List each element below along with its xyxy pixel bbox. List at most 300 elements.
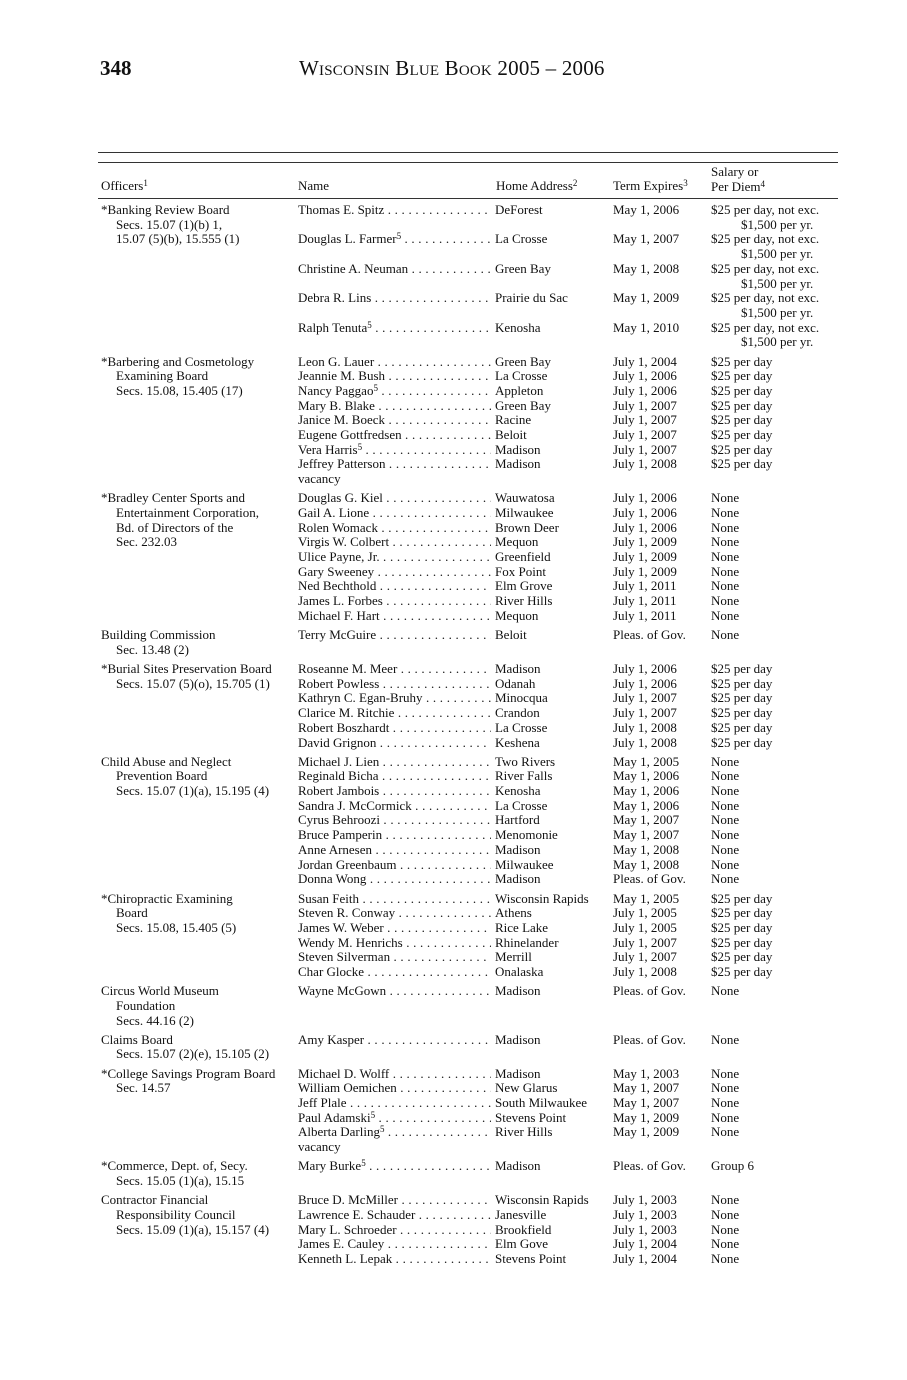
- member-name: [298, 872, 491, 887]
- salary: None: [711, 1236, 740, 1252]
- home-address: New Glarus: [495, 1080, 558, 1096]
- term-expires: July 1, 2009: [613, 549, 677, 565]
- term-expires: July 1, 2008: [613, 734, 677, 750]
- table-row: [0, 335, 907, 350]
- home-address: Madison: [495, 983, 541, 999]
- term-expires: July 1, 2009: [613, 563, 677, 579]
- table-row: [0, 813, 907, 828]
- term-expires: July 1, 2004: [613, 1236, 677, 1252]
- term-expires: July 1, 2004: [613, 353, 677, 369]
- member-name: [298, 662, 491, 677]
- member-name-text: Janice M. Boeck: [298, 413, 386, 428]
- salary: $25 per day: [711, 382, 773, 398]
- member-name-text: Wendy M. Henrichs: [298, 935, 403, 950]
- board-name: Secs. 15.07 (1)(a), 15.195 (4): [116, 783, 270, 799]
- member-name: [298, 984, 491, 999]
- table-row: [0, 677, 907, 692]
- term-expires: July 1, 2007: [613, 397, 677, 413]
- board-name: Contractor Financial: [101, 1192, 209, 1208]
- term-expires: July 1, 2009: [613, 534, 677, 550]
- home-address: La Crosse: [495, 719, 548, 735]
- board-name: *Bradley Center Sports and: [101, 490, 246, 506]
- table-row: [0, 1096, 907, 1111]
- member-name-text: Vera Harris: [298, 442, 358, 457]
- term-expires: July 1, 2007: [613, 690, 677, 706]
- table-row: [0, 662, 907, 677]
- term-expires: May 1, 2008: [613, 260, 680, 276]
- home-address: Elm Grove: [495, 578, 553, 594]
- table-row: [0, 1174, 907, 1189]
- home-address: River Falls: [495, 768, 553, 784]
- salary: $25 per day: [711, 934, 773, 950]
- term-expires: July 1, 2008: [613, 719, 677, 735]
- board-name: Board: [116, 905, 148, 921]
- table-row: [0, 355, 907, 370]
- term-expires: July 1, 2007: [613, 441, 677, 457]
- board-name: *Commerce, Dept. of, Secy.: [101, 1158, 248, 1174]
- member-name: [298, 1223, 491, 1238]
- term-expires: May 1, 2006: [613, 783, 680, 799]
- member-name: [298, 535, 491, 550]
- member-name: [298, 457, 491, 472]
- table-row: [0, 784, 907, 799]
- table-row: [0, 1140, 907, 1155]
- home-address: South Milwaukee: [495, 1095, 588, 1111]
- member-name-text: Robert Jambois: [298, 784, 380, 799]
- home-address: La Crosse: [495, 797, 548, 813]
- footnote-marker: 5: [379, 1125, 385, 1135]
- home-address: Madison: [495, 1065, 541, 1081]
- board-name: *Banking Review Board: [101, 202, 230, 217]
- table-row: [0, 1067, 907, 1082]
- member-name-text: David Grignon: [298, 735, 377, 750]
- member-name-text: Alberta Darling: [298, 1125, 380, 1140]
- term-expires: May 1, 2007: [613, 231, 680, 247]
- member-name: [298, 1081, 491, 1096]
- table-row: [0, 1252, 907, 1267]
- salary: None: [711, 1221, 740, 1237]
- term-expires: July 1, 2008: [613, 456, 677, 472]
- board-name: Secs. 15.07 (5)(o), 15.705 (1): [116, 675, 270, 691]
- table-row: [0, 950, 907, 965]
- table-row: [0, 936, 907, 951]
- board-name: Building Commission: [101, 627, 216, 643]
- member-name: [298, 1067, 491, 1082]
- member-name: [298, 736, 491, 751]
- member-name-text: Jeffrey Patterson: [298, 457, 386, 472]
- board-name: 15.07 (5)(b), 15.555 (1): [116, 231, 240, 247]
- column-header-home-address: Home Address$^2$: [496, 178, 578, 193]
- member-name-text: Robert Boszhardt: [298, 720, 390, 735]
- table-row: [0, 291, 907, 306]
- member-name: [298, 813, 491, 828]
- board-name: *Chiropractic Examining: [101, 890, 233, 906]
- term-expires: May 1, 2005: [613, 753, 680, 769]
- board-name: Sec. 14.57: [116, 1080, 171, 1096]
- footnote-marker: 5: [396, 232, 402, 242]
- member-name: [298, 1252, 491, 1267]
- member-name: [298, 472, 491, 487]
- member-name: [298, 1033, 491, 1048]
- home-address: Mequon: [495, 607, 539, 623]
- salary: None: [711, 490, 740, 506]
- member-name-text: Michael J. Lien: [298, 754, 380, 769]
- table-row: [0, 843, 907, 858]
- member-name-text: Bruce D. McMiller: [298, 1193, 399, 1208]
- salary: None: [711, 871, 740, 887]
- term-expires: July 1, 2006: [613, 382, 677, 398]
- member-name-text: Steven Silverman: [298, 950, 391, 965]
- table-row: [0, 506, 907, 521]
- member-name: [298, 579, 491, 594]
- board-name: Claims Board: [101, 1031, 173, 1047]
- term-expires: July 1, 2007: [613, 934, 677, 950]
- salary: $25 per day: [711, 905, 773, 921]
- term-expires: May 1, 2008: [613, 841, 680, 857]
- salary-limit: $1,500 per yr.: [741, 246, 814, 262]
- home-address: Appleton: [495, 382, 544, 398]
- member-name-text: Michael F. Hart: [298, 608, 380, 623]
- term-expires: July 1, 2005: [613, 905, 677, 921]
- member-name-text: Jeff Plale: [298, 1096, 347, 1111]
- term-expires: Pleas. of Gov.: [613, 627, 686, 643]
- table-row: [0, 1014, 907, 1029]
- home-address: Kenosha: [495, 783, 541, 799]
- member-name: [298, 369, 491, 384]
- term-expires: May 1, 2007: [613, 1095, 680, 1111]
- table-row: [0, 277, 907, 292]
- term-expires: July 1, 2004: [613, 1251, 677, 1267]
- member-name-text: Leon G. Lauer: [298, 354, 375, 369]
- column-header-rule: [98, 198, 838, 199]
- home-address: Wauwatosa: [495, 490, 555, 506]
- table-row: [0, 892, 907, 907]
- home-address: Madison: [495, 456, 541, 472]
- member-name-text: vacancy: [298, 1140, 341, 1155]
- salary: $25 per day: [711, 949, 773, 965]
- member-name-text: Ralph Tenuta: [298, 320, 368, 335]
- member-name-text: Bruce Pamperin: [298, 828, 383, 843]
- table-row: [0, 384, 907, 399]
- home-address: Greenfield: [495, 549, 551, 565]
- member-name-text: Susan Feith: [298, 891, 360, 906]
- table-row: [0, 1159, 907, 1174]
- salary: None: [711, 504, 740, 520]
- table-row: [0, 565, 907, 580]
- table-row: [0, 1193, 907, 1208]
- term-expires: Pleas. of Gov.: [613, 871, 686, 887]
- member-name-text: Ulice Payne, Jr.: [298, 550, 380, 565]
- member-name-text: Gary Sweeney: [298, 564, 375, 579]
- board-name: Secs. 15.07 (2)(e), 15.105 (2): [116, 1046, 270, 1062]
- table-row: [0, 1033, 907, 1048]
- member-name: [298, 609, 491, 624]
- table-row: [0, 550, 907, 565]
- term-expires: July 1, 2011: [613, 593, 677, 609]
- board-name: Prevention Board: [116, 768, 208, 784]
- member-name-text: Wayne McGown: [298, 984, 387, 999]
- member-name: [298, 1125, 491, 1140]
- salary: $25 per day: [711, 719, 773, 735]
- page-number: 348: [100, 56, 132, 80]
- table-row: [0, 1208, 907, 1223]
- home-address: Elm Gove: [495, 1236, 549, 1252]
- table-row: [0, 457, 907, 472]
- board-name: Secs. 15.09 (1)(a), 15.157 (4): [116, 1221, 270, 1237]
- term-expires: May 1, 2003: [613, 1065, 680, 1081]
- member-name-text: James L. Forbes: [298, 594, 383, 609]
- member-name-text: Ned Bechthold: [298, 579, 377, 594]
- member-name: [298, 232, 491, 247]
- member-name-text: Roseanne M. Meer: [298, 662, 398, 676]
- salary: None: [711, 578, 740, 594]
- salary: None: [711, 1192, 740, 1208]
- term-expires: May 1, 2007: [613, 1080, 680, 1096]
- board-name: Secs. 15.08, 15.405 (5): [116, 919, 237, 935]
- member-name-text: Paul Adamski: [298, 1110, 371, 1125]
- home-address: Fox Point: [495, 563, 546, 579]
- table-row: [0, 736, 907, 751]
- table-row: [0, 203, 907, 218]
- table-row: [0, 399, 907, 414]
- member-name-text: Mary B. Blake: [298, 398, 375, 413]
- home-address: Mequon: [495, 534, 539, 550]
- term-expires: May 1, 2007: [613, 812, 680, 828]
- member-name: [298, 1111, 491, 1126]
- member-name: [298, 1159, 491, 1174]
- member-name: [298, 628, 491, 643]
- term-expires: May 1, 2005: [613, 890, 680, 906]
- member-name: [298, 950, 491, 965]
- term-expires: July 1, 2006: [613, 490, 677, 506]
- term-expires: May 1, 2007: [613, 827, 680, 843]
- member-name-text: Mary Burke: [298, 1159, 362, 1174]
- term-expires: July 1, 2006: [613, 519, 677, 535]
- salary-limit: $1,500 per yr.: [741, 334, 814, 350]
- home-address: River Hills: [495, 1124, 553, 1140]
- home-address: Onalaska: [495, 964, 544, 979]
- member-name-text: Mary L. Schroeder: [298, 1222, 397, 1237]
- footnote-marker: 5: [373, 383, 378, 393]
- home-address: Stevens Point: [495, 1109, 567, 1125]
- member-name: [298, 965, 491, 980]
- table-row: [0, 965, 907, 980]
- salary: $25 per day: [711, 964, 773, 979]
- home-address: Minocqua: [495, 690, 548, 706]
- home-address: Beloit: [495, 627, 527, 643]
- salary: None: [711, 607, 740, 623]
- salary: None: [711, 519, 740, 535]
- table-row: [0, 218, 907, 233]
- home-address: Beloit: [495, 427, 527, 442]
- member-name-text: Reginald Bicha: [298, 769, 379, 784]
- table-row: [0, 321, 907, 336]
- home-address: Rhinelander: [495, 934, 559, 950]
- term-expires: July 1, 2011: [613, 578, 677, 594]
- table-row: [0, 828, 907, 843]
- table-row: [0, 1111, 907, 1126]
- member-name-text: Char Glocke: [298, 965, 365, 979]
- member-name-text: Jordan Greenbaum: [298, 857, 397, 872]
- member-name: [298, 384, 491, 399]
- term-expires: July 1, 2006: [613, 368, 677, 384]
- home-address: Green Bay: [495, 397, 551, 413]
- member-name-text: Amy Kasper: [298, 1032, 365, 1047]
- salary: $25 per day: [711, 705, 773, 721]
- table-row: [0, 521, 907, 536]
- member-name-text: vacancy: [298, 472, 341, 487]
- member-name: [298, 1193, 491, 1208]
- home-address: Two Rivers: [495, 753, 556, 769]
- member-name-text: James E. Cauley: [298, 1237, 385, 1252]
- table-row: [0, 443, 907, 458]
- table-row: [0, 721, 907, 736]
- table-row: [0, 579, 907, 594]
- home-address: Hartford: [495, 812, 540, 828]
- salary: $25 per day: [711, 368, 773, 384]
- member-name: [298, 1140, 491, 1155]
- member-name: [298, 858, 491, 873]
- member-name: [298, 677, 491, 692]
- salary: $25 per day: [711, 427, 773, 442]
- member-name-text: William Oemichen: [298, 1081, 397, 1096]
- term-expires: July 1, 2005: [613, 919, 677, 935]
- table-row: [0, 1081, 907, 1096]
- salary: $25 per day, not exc.: [711, 290, 820, 306]
- member-name-text: Robert Powless: [298, 676, 380, 691]
- salary-limit: $1,500 per yr.: [741, 216, 814, 232]
- home-address: Merrill: [495, 949, 532, 965]
- table-row: [0, 413, 907, 428]
- member-name: [298, 506, 491, 521]
- member-name: [298, 491, 491, 506]
- home-address: Wisconsin Rapids: [495, 1192, 589, 1208]
- table-row: [0, 535, 907, 550]
- table-row: [0, 369, 907, 384]
- member-name: [298, 921, 491, 936]
- board-name: Secs. 15.07 (1)(b) 1,: [116, 216, 223, 232]
- term-expires: July 1, 2008: [613, 964, 677, 979]
- term-expires: July 1, 2007: [613, 427, 677, 442]
- footnote-marker: 5: [357, 442, 363, 452]
- home-address: Odanah: [495, 675, 536, 691]
- member-name: [298, 291, 491, 306]
- salary: None: [711, 983, 740, 999]
- salary: None: [711, 1080, 740, 1096]
- table-row: [0, 594, 907, 609]
- salary: $25 per day: [711, 412, 773, 428]
- home-address: Madison: [495, 441, 541, 457]
- table-row: [0, 1223, 907, 1238]
- board-name: Sec. 13.48 (2): [116, 641, 189, 657]
- member-name-text: Steven R. Conway: [298, 906, 396, 921]
- salary: $25 per day: [711, 734, 773, 750]
- member-name: [298, 1208, 491, 1223]
- table-row: [0, 232, 907, 247]
- salary: None: [711, 1109, 740, 1125]
- table-row: [0, 799, 907, 814]
- term-expires: May 1, 2009: [613, 1124, 680, 1140]
- salary: $25 per day: [711, 690, 773, 706]
- member-name-text: Kenneth L. Lepak: [298, 1252, 393, 1267]
- home-address: DeForest: [495, 202, 543, 217]
- footnote-marker: 5: [361, 1159, 366, 1169]
- term-expires: July 1, 2003: [613, 1221, 677, 1237]
- salary: None: [711, 1095, 740, 1111]
- home-address: Janesville: [495, 1206, 547, 1222]
- home-address: Green Bay: [495, 260, 551, 276]
- table-row: [0, 1125, 907, 1140]
- member-name: [298, 784, 491, 799]
- member-name: [298, 428, 491, 443]
- table-row: [0, 491, 907, 506]
- member-name-text: Clarice M. Ritchie: [298, 706, 395, 721]
- salary: None: [711, 1065, 740, 1081]
- board-name: *College Savings Program Board: [101, 1065, 276, 1081]
- salary: None: [711, 797, 740, 813]
- salary: $25 per day: [711, 675, 773, 691]
- home-address: Madison: [495, 661, 541, 676]
- table-row: [0, 1237, 907, 1252]
- salary: $25 per day: [711, 661, 773, 676]
- term-expires: July 1, 2007: [613, 412, 677, 428]
- salary: None: [711, 812, 740, 828]
- salary: None: [711, 563, 740, 579]
- term-expires: July 1, 2006: [613, 661, 677, 676]
- table-row: [0, 921, 907, 936]
- home-address: Brookfield: [495, 1221, 552, 1237]
- table-row: [0, 643, 907, 658]
- member-name-text: Michael D. Wolff: [298, 1066, 390, 1081]
- member-name: [298, 721, 491, 736]
- home-address: Racine: [495, 412, 532, 428]
- member-name-text: Eugene Gottfredsen: [298, 428, 402, 442]
- table-row: [0, 872, 907, 887]
- term-expires: July 1, 2011: [613, 607, 677, 623]
- member-name-text: Christine A. Neuman: [298, 261, 409, 276]
- member-name: [298, 936, 491, 951]
- board-name: Responsibility Council: [116, 1206, 236, 1222]
- table-row: [0, 428, 907, 443]
- member-name: [298, 262, 491, 277]
- member-name: [298, 565, 491, 580]
- board-name: Examining Board: [116, 368, 209, 384]
- header-rule: [98, 162, 838, 163]
- board-name: Circus World Museum: [101, 983, 219, 999]
- table-row: [0, 984, 907, 999]
- member-name: [298, 799, 491, 814]
- board-name: *Burial Sites Preservation Board: [101, 661, 272, 676]
- term-expires: Pleas. of Gov.: [613, 1031, 686, 1047]
- salary: None: [711, 827, 740, 843]
- member-name-text: Douglas G. Kiel: [298, 491, 383, 506]
- member-name: [298, 521, 491, 536]
- member-name-text: Nancy Paggao: [298, 383, 374, 398]
- salary: $25 per day: [711, 890, 773, 906]
- salary: $25 per day: [711, 456, 773, 472]
- table-row: [0, 858, 907, 873]
- salary: $25 per day, not exc.: [711, 202, 820, 217]
- home-address: La Crosse: [495, 231, 548, 247]
- home-address: Rice Lake: [495, 919, 549, 935]
- home-address: Menomonie: [495, 827, 558, 843]
- member-name: [298, 892, 491, 907]
- table-row: [0, 609, 907, 624]
- term-expires: July 1, 2006: [613, 675, 677, 691]
- salary: Group 6: [711, 1158, 754, 1174]
- member-name: [298, 906, 491, 921]
- salary: None: [711, 593, 740, 609]
